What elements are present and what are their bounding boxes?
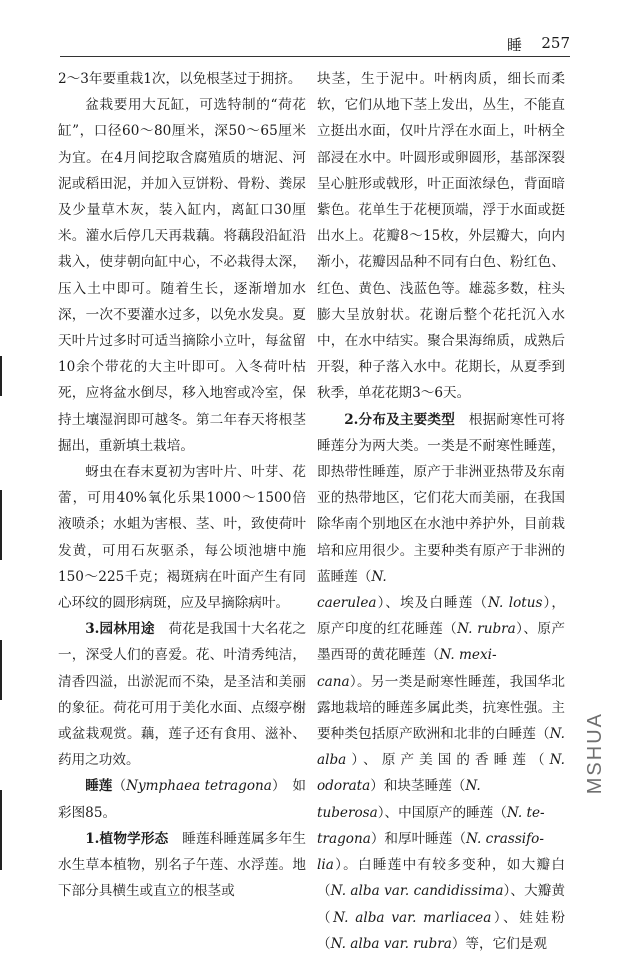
page-number: 257 xyxy=(541,34,570,52)
paragraph-text: ）。另一类是耐寒性睡莲，我国华北露地栽培的睡莲多属此类，抗寒性强。主要种类包括原产欧洲和北非的白睡莲（ xyxy=(317,673,565,743)
running-head: 睡 xyxy=(506,36,522,54)
latin-name: Nymphaea tetragona xyxy=(126,778,272,795)
paragraph-text: ）等，它们是观 xyxy=(451,935,547,952)
latin-name: N. tuberosa xyxy=(317,778,481,821)
latin-name: N. alba var. marliacea xyxy=(333,909,492,926)
left-column xyxy=(58,66,306,905)
paragraph xyxy=(317,407,565,957)
plant-name-heading: 睡莲 xyxy=(85,778,113,795)
paragraph-text: 根据耐寒性可将睡莲分为两大类。一类是不耐寒性睡莲，即热带性睡莲，原产于非洲亚热带及东南亚的热带地区，它们花大而美丽，在我国除华南个别地区在水池中养护外，目前栽培和应用很少。主要种类有原产于非洲的蓝睡莲（ xyxy=(317,411,566,585)
latin-name: N. alba xyxy=(317,726,565,769)
latin-name: N. mexi- cana xyxy=(317,647,497,690)
paragraph xyxy=(58,773,306,825)
latin-name: N. crassifo- lia xyxy=(317,830,544,874)
scan-edge-mark xyxy=(0,490,2,560)
right-column xyxy=(317,66,565,957)
paragraph-text: ）、原产墨西哥的黄花睡莲（ xyxy=(317,621,566,664)
paragraph-text: ）、娃娃粉（ xyxy=(317,909,565,952)
page-header xyxy=(60,30,570,56)
paragraph-text: 荷花是我国十大名花之一，深受人们的喜爱。花、叶清秀纯洁，清香四溢，出淤泥而不染，是圣洁和美丽的象征。荷花可用于美化水面、点缀亭榭或盆栽观赏。藕，莲子还有食用、滋补、药用之功效。 xyxy=(58,621,306,769)
section-heading: 2.分布及主要类型 xyxy=(344,411,455,428)
paragraph-text: ） 如彩图85。 xyxy=(58,778,306,821)
latin-name: N. caerulea xyxy=(317,568,387,612)
scan-edge-mark xyxy=(0,356,2,396)
latin-name: N. lotus xyxy=(488,595,543,612)
paragraph-text: ）和厚叶睡莲（ xyxy=(370,830,466,847)
paragraph-text: ）。白睡莲中有较多变种，如大瓣白（ xyxy=(317,857,565,900)
paragraph-text: ）、埃及白睡莲（ xyxy=(376,595,489,612)
paragraph xyxy=(58,826,306,905)
watermark: MSHUA xyxy=(584,712,606,795)
header-rule xyxy=(60,56,570,57)
paragraph xyxy=(58,616,306,773)
paragraph-text: ），原产印度的红花睡莲（ xyxy=(317,595,566,638)
latin-name: N. alba var. rubra xyxy=(330,935,452,952)
latin-name: N. alba var. candidissima xyxy=(330,883,504,900)
paragraph-text: ）、大瓣黄（ xyxy=(317,883,566,926)
scan-edge-mark xyxy=(0,640,2,700)
paragraph-text: ）和块茎睡莲（ xyxy=(370,778,466,795)
paragraph: 2～3年要重栽1次，以免根茎过于拥挤。 xyxy=(58,71,302,87)
latin-name: N. rubra xyxy=(457,621,516,638)
paragraph-text: ）、原产美国的香睡莲（ xyxy=(346,752,550,769)
paragraph: 块茎，生于泥中。叶柄肉质，细长而柔软，它们从地下茎上发出，丛生，不能直立挺出水面，仅叶片浮在水面上，叶柄全部浸在水中。叶圆形或卵圆形，基部深裂呈心脏形或戟形，叶正面浓绿色，背面暗紫色。花单生于花梗顶端，浮于水面或挺出水上。花瓣8～15枚，外层瓣大，向内渐小，花瓣因品种不同有白色、粉红色、红色、黄色、浅蓝色等。雄蕊多数，柱头膨大呈放射状。花谢后整个花托沉入水中，在水中结实。聚合果海绵质，成熟后开裂，种子落入水中。花期长，从夏季到秋季，单花花期3～6天。 xyxy=(317,71,565,402)
latin-name: N. odorata xyxy=(317,752,565,795)
paragraph-text: （ xyxy=(112,778,127,795)
paragraph: 蚜虫在春末夏初为害叶片、叶芽、花蕾，可用40%氧化乐果1000～1500倍液喷杀；水蛆为害根、茎、叶，致使荷叶发黄，可用石灰驱杀，每公顷池塘中施150～225千克；褐斑病在叶面产生有同心环纹的圆形病斑，应及早摘除病叶。 xyxy=(58,464,306,612)
paragraph-text: ）、中国原产的睡莲（ xyxy=(377,804,507,821)
scan-edge-mark xyxy=(0,790,2,870)
paragraph: 盆栽要用大瓦缸，可选特制的“荷花缸”，口径60～80厘米，深50～65厘米为宜。在4月间挖取含腐殖质的塘泥、河泥或稻田泥，并加入豆饼粉、骨粉、粪尿及少量草木灰，装入缸内，离缸口30厘米。灌水后停几天再栽藕。将藕段沿缸沿栽入，使芽朝向缸中心，不必栽得太深，压入土中即可。随着生长，逐渐增加水深，一次不要灌水过多，以免水发臭。夏天叶片过多时可适当摘除小立叶，每盆留10余个带花的大主叶即可。入冬荷叶枯死，应将盆水倒尽，移入地窖或冷室，保持土壤湿润即可越冬。第二年春天将根茎掘出，重新填土栽培。 xyxy=(58,97,306,454)
section-heading: 1.植物学形态 xyxy=(85,830,169,847)
section-heading: 3.园林用途 xyxy=(85,621,155,638)
paragraph-text: 睡莲科睡莲属多年生水生草本植物，别名子午莲、水浮莲。地下部分具横生或直立的根茎或 xyxy=(58,830,307,900)
latin-name: N. te- tragona xyxy=(317,804,545,847)
